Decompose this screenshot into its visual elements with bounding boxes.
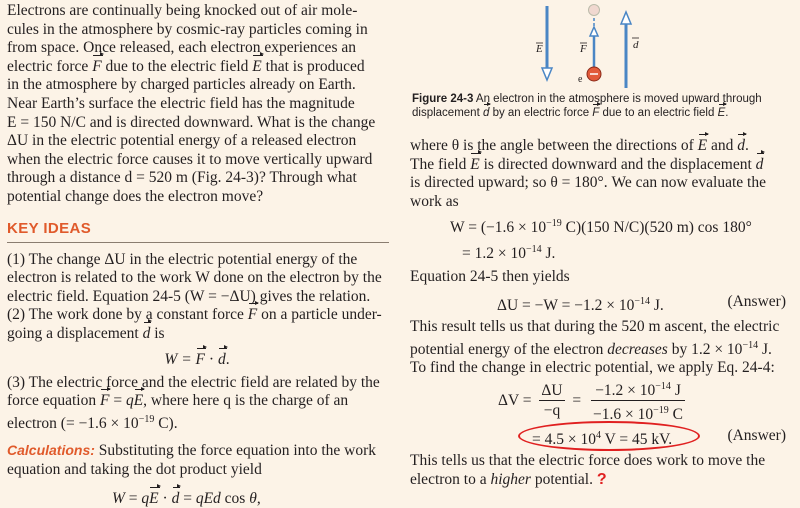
work-eq-line-2: = $1.2 \times 10^{-14}$ J. — [462, 244, 556, 263]
key-idea-line: (3) The electric force and the electric field are related by the — [7, 373, 380, 391]
key-idea-line: (2) The work done by a constant force F on a particle under- — [7, 306, 382, 324]
delta-u-equation: $\Delta U = -W = -1.2 \times 10^{-14}$ J. (Answer) — [497, 293, 786, 315]
displacement-arrow-d — [621, 12, 631, 88]
result-line: potential energy of the electron decreases by $1.2 \times 10^{-14}$ J. — [410, 339, 772, 358]
electron-icon — [587, 67, 601, 81]
force-arrow-F — [590, 27, 598, 68]
problem-line: potential change does the electron move? — [7, 187, 264, 205]
key-ideas-divider — [7, 242, 389, 243]
key-idea-line: electric field. Equation 24-5 (W = −ΔU) gives the relation. — [7, 287, 371, 305]
problem-line: Electrons are continually being knocked out of air mole- — [7, 2, 358, 19]
delta-v-lhs: ΔV = — [498, 392, 532, 410]
result-text — [410, 318, 790, 378]
fraction-du-q: $\frac{\Delta U}{-q}$ — [541, 382, 563, 420]
conclusion-line: electron to a higher potential. ? — [410, 470, 607, 488]
problem-line: through a distance d = 520 m (Fig. 24-3)? Through what — [7, 169, 357, 187]
left-column — [7, 2, 387, 508]
conclusion-text — [410, 452, 790, 489]
delta-v-result: = $4.5 \times 10^4$ V = 45 kV. (Answer) — [532, 427, 786, 449]
work-dot-equation: W = F · d. — [164, 350, 230, 368]
answer-label: (Answer) — [727, 293, 786, 310]
solution-line: where θ is the angle between the directions of E and d. — [410, 137, 749, 154]
problem-statement — [7, 2, 387, 207]
label-E: E — [536, 43, 543, 55]
solution-text — [410, 137, 790, 211]
key-ideas-body — [7, 251, 387, 434]
result-line: To find the change in electric potential, we apply Eq. 24-4: — [410, 359, 775, 377]
solution-line: is directed upward; so θ = 180°. We can now evaluate the — [410, 174, 766, 192]
work-qed-equation: W = qE · d = qEd cos θ, — [112, 489, 261, 507]
problem-line: E = 150 N/C and is directed downward. What is the change — [7, 113, 376, 131]
field-arrow-E — [542, 6, 552, 80]
work-eq-line-1: $W = (-1.6 \times 10^{-19}$ C)(150 N/C)(520 m) cos 180° — [450, 218, 752, 237]
work-evaluation — [450, 214, 752, 237]
result-line: This result tells us that during the 520 m ascent, the electric — [410, 318, 780, 335]
key-idea-line: electron is related to the work W done on the electron by the — [7, 269, 382, 287]
key-idea-line: going a displacement d is — [7, 324, 165, 342]
delta-v-equation: ΔV = $\frac{\Delta U}{-q}$ = $\frac{-1.2 \times 10^{-14} J}{-1.6 \times 10^{-19} C}$ — [498, 377, 685, 424]
figure-24-3 — [410, 0, 794, 92]
key-ideas-heading: KEY IDEAS — [7, 219, 92, 237]
calculations-line: Calculations: Substituting the force equation into the work — [7, 442, 377, 460]
problem-line: when the electric force causes it to move vertically upward — [7, 150, 373, 168]
conclusion-line: This tells us that the electric force does work to move the — [410, 452, 766, 469]
problem-line: cules in the atmosphere by cosmic-ray particles coming in — [7, 20, 368, 38]
label-e: e — [578, 74, 583, 85]
problem-line: ΔU in the electric potential energy of a released electron — [7, 132, 357, 150]
problem-line: from space. Once released, each electron experiences an — [7, 39, 356, 57]
yields-line: Equation 24-5 then yields — [410, 268, 570, 285]
problem-line: electric force F due to the electric field E that is produced — [7, 57, 365, 75]
figure-caption — [412, 92, 792, 120]
key-idea-line: (1) The change ΔU in the electric potential energy of the — [7, 250, 358, 268]
question-mark-icon: ? — [596, 470, 607, 488]
problem-line: in the atmosphere by charged particles already on Earth. — [7, 76, 356, 94]
problem-line: Near Earth’s surface the electric field has the magnitude — [7, 94, 355, 112]
answer-label: (Answer) — [727, 427, 786, 444]
label-F: F — [580, 43, 587, 55]
solution-line: The field E is directed downward and the displacement d — [410, 155, 764, 173]
calculations-line: equation and taking the dot product yield — [7, 461, 262, 479]
solution-line: work as — [410, 192, 459, 210]
key-idea-line: force equation F = qE, where here q is the charge of an — [7, 392, 349, 410]
key-idea-line: electron (= $-1.6 \times 10^{-19}$ C). — [7, 413, 178, 432]
calculations-label: Calculations: — [7, 442, 95, 459]
right-column — [410, 0, 794, 493]
calculations-block — [7, 441, 387, 507]
fraction-values: $\frac{-1.2 \times 10^{-14} J}{-1.6 \times 10^{-19} C}$ — [591, 377, 685, 424]
caption-line: Figure 24-3 An electron in the atmosphere is moved upward through — [412, 93, 762, 105]
caption-line: displacement d by an electric force F due to an electric field E. — [412, 107, 729, 119]
label-d: d — [633, 39, 639, 51]
